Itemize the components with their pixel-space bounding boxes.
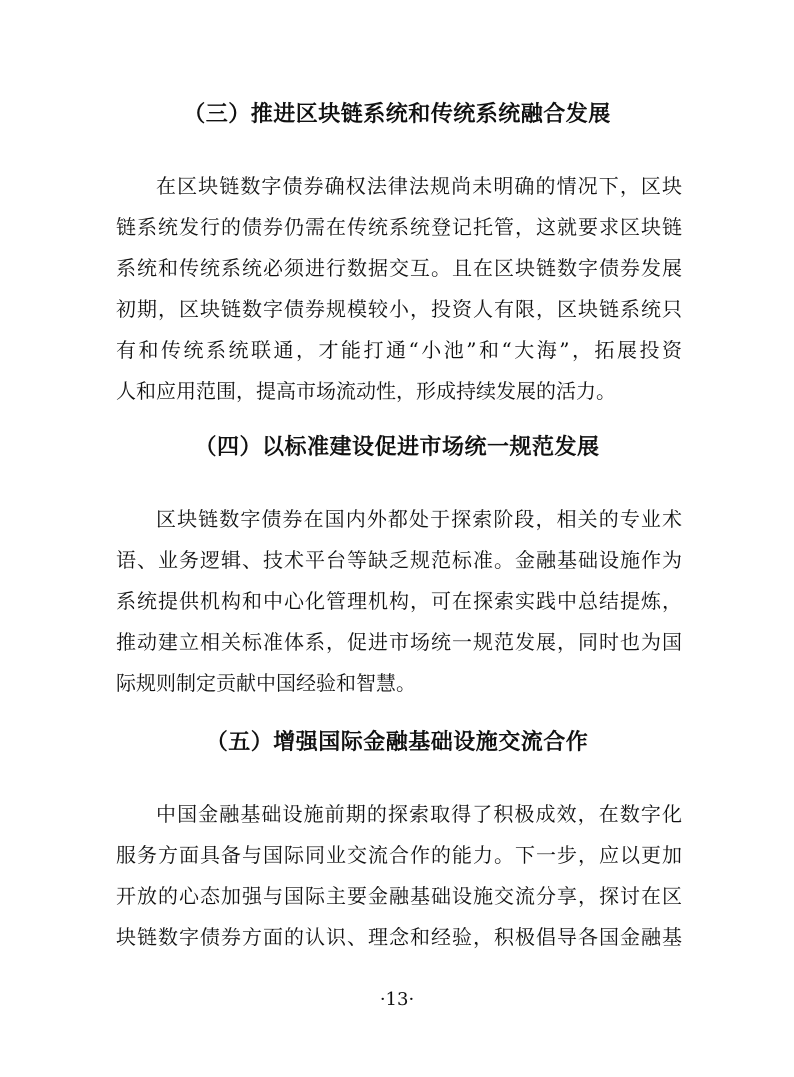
section-body-5 <box>116 794 682 958</box>
paragraph-line: 初期，区块链数字债券规模较小，投资人有限，区块链系统只 <box>116 297 682 321</box>
paragraph-line: 区块链数字债券在国内外都处于探索阶段，相关的专业术 <box>156 507 682 531</box>
section-body-4 <box>116 499 682 704</box>
paragraph-line: 链系统发行的债券仍需在传统系统登记托管，这就要求区块链 <box>116 215 682 239</box>
paragraph-line: 人和应用范围，提高市场流动性，形成持续发展的活力。 <box>116 379 616 403</box>
paragraph-line: 块链数字债券方面的认识、理念和经验，积极倡导各国金融基 <box>116 925 682 949</box>
paragraph-line: 有和传统系统联通，才能打通“小池”和“大海”，拓展投资 <box>116 338 682 362</box>
paragraph-line: 系统和传统系统必须进行数据交互。且在区块链数字债券发展 <box>116 256 682 280</box>
paragraph-line: 际规则制定贡献中国经验和智慧。 <box>116 671 416 695</box>
paragraph-line: 推动建立相关标准体系，促进市场统一规范发展，同时也为国 <box>116 630 682 654</box>
paragraph-line: 系统提供机构和中心化管理机构，可在探索实践中总结提炼， <box>116 589 682 613</box>
paragraph-line: 开放的心态加强与国际主要金融基础设施交流分享，探讨在区 <box>116 884 682 908</box>
paragraph-line: 在区块链数字债券确权法律法规尚未明确的情况下，区块 <box>156 174 682 198</box>
section-heading-4: （四）以标准建设促进市场统一规范发展 <box>194 435 600 460</box>
section-heading-3: （三）推进区块链系统和传统系统融合发展 <box>183 102 611 127</box>
paragraph-line: 中国金融基础设施前期的探索取得了积极成效，在数字化 <box>156 802 682 826</box>
paragraph-line: 服务方面具备与国际同业交流合作的能力。下一步，应以更加 <box>116 843 682 867</box>
section-body-3 <box>116 166 682 412</box>
page-number: ·13· <box>379 989 415 1010</box>
section-heading-5: （五）增强国际金融基础设施交流合作 <box>205 730 589 755</box>
paragraph-line: 语、业务逻辑、技术平台等缺乏规范标准。金融基础设施作为 <box>116 548 682 572</box>
